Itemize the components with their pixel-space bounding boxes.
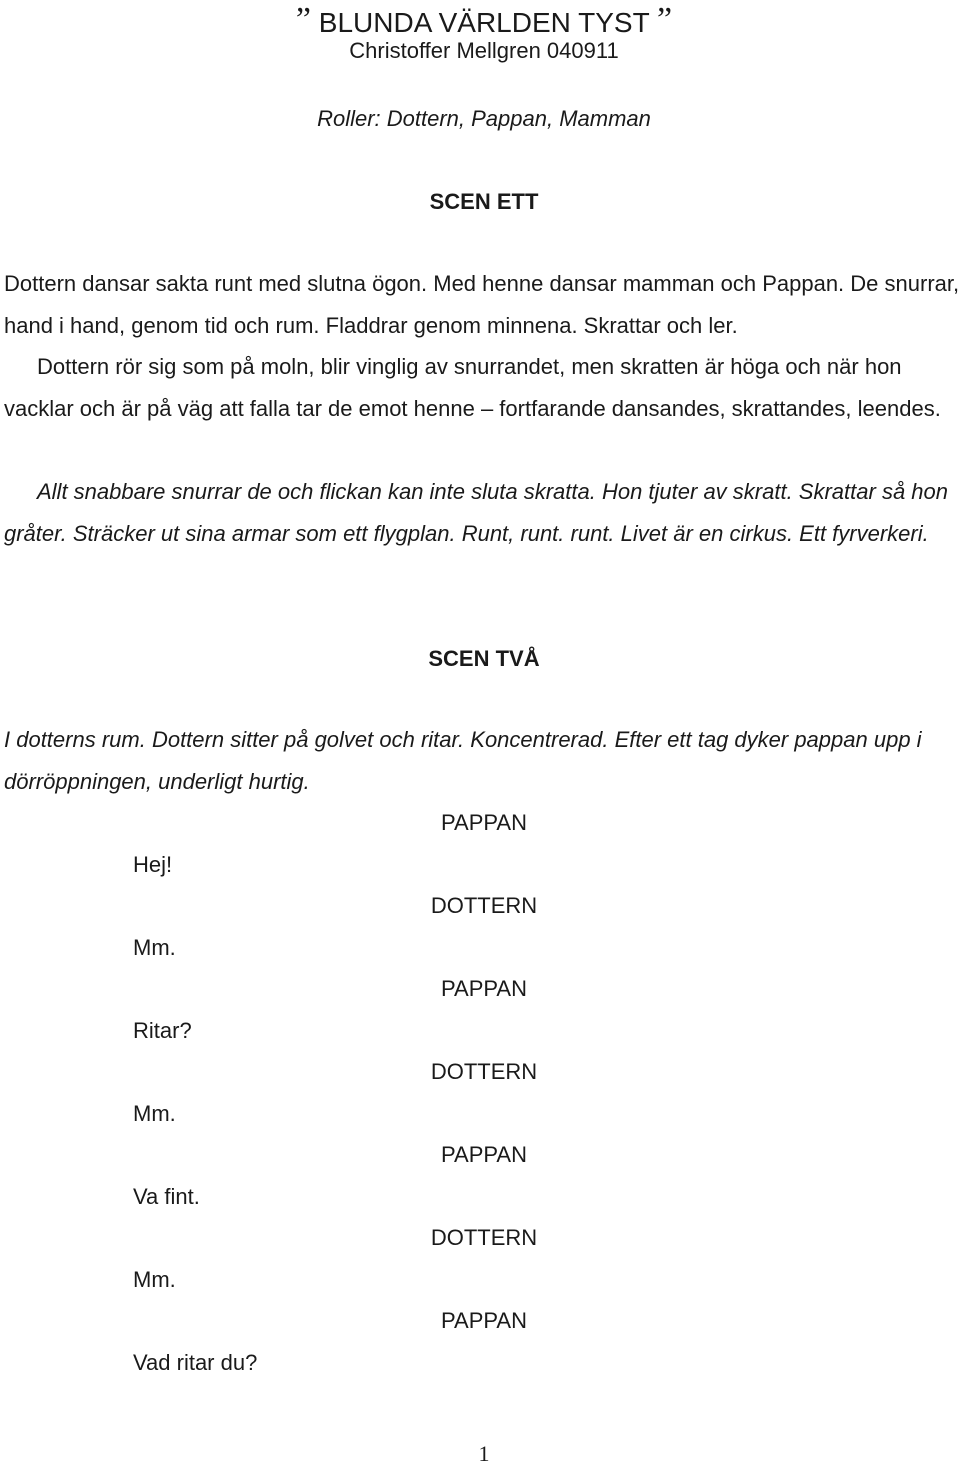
speaker-name: DOTTERN xyxy=(430,1059,538,1084)
speaker-name: DOTTERN xyxy=(430,893,538,918)
dialogue-line: Va fint. xyxy=(133,1184,200,1209)
title-open-quote: ” xyxy=(295,1,311,38)
scene-one-heading: SCEN ETT xyxy=(429,189,539,214)
dialogue-entry xyxy=(0,968,960,1051)
scene-one-paragraph xyxy=(4,471,960,554)
roles-line: Roller: Dottern, Pappan, Mamman xyxy=(317,106,651,131)
dialogue-line: Mm. xyxy=(133,1101,176,1126)
dialogue-entry xyxy=(0,1051,960,1134)
dialogue-entry xyxy=(0,1217,960,1300)
dialogue-entry xyxy=(0,802,960,885)
scene-one-paragraph xyxy=(4,346,960,429)
title-text: BLUNDA VÄRLDEN TYST xyxy=(318,7,650,38)
speaker-name: PAPPAN xyxy=(441,976,527,1001)
dialogue-entry xyxy=(0,885,960,968)
dialogue-list xyxy=(0,802,960,1383)
dialogue-line: Ritar? xyxy=(133,1018,192,1043)
scene-one-paragraph: Dottern dansar sakta runt med slutna ögon. Med henne dansar mamman och Pappan. De snurrar, hand i hand, genom tid och rum. Fladdrar genom minnena. Skrattar och ler. xyxy=(4,271,960,338)
scene-one-paragraph-text: Allt snabbare snurrar de och flickan kan inte sluta skratta. Hon tjuter av skratt. Skrattar så hon gråter. Sträcker ut sina armar som ett flygplan. Runt, runt. runt. Livet är en cirkus. Ett fyrverkeri. xyxy=(4,479,948,546)
dialogue-line: Hej! xyxy=(133,852,173,877)
author-line: Christoffer Mellgren 040911 xyxy=(349,38,619,63)
speaker-name: PAPPAN xyxy=(441,1308,527,1333)
dialogue-line: Mm. xyxy=(133,935,176,960)
dialogue-entry xyxy=(0,1300,960,1383)
scene-one-paragraph-text: Dottern rör sig som på moln, blir vinglig av snurrandet, men skratten är höga och när hon vacklar och är på väg att falla tar de emot henne – fortfarande dansandes, skrattandes, leendes. xyxy=(4,354,941,421)
dialogue-line: Mm. xyxy=(133,1267,176,1292)
speaker-name: PAPPAN xyxy=(441,1142,527,1167)
dialogue-line: Vad ritar du? xyxy=(133,1350,258,1375)
scene-two-stage-direction: I dotterns rum. Dottern sitter på golvet och ritar. Koncentrerad. Efter ett tag dyker pappan upp i dörröppningen, underligt hurtig. xyxy=(4,727,922,794)
speaker-name: PAPPAN xyxy=(441,810,527,835)
dialogue-entry xyxy=(0,1134,960,1217)
title-close-quote: ” xyxy=(656,1,673,38)
page-number: 1 xyxy=(478,1441,490,1466)
speaker-name: DOTTERN xyxy=(430,1225,538,1250)
scene-two-heading: SCEN TVÅ xyxy=(428,646,540,671)
